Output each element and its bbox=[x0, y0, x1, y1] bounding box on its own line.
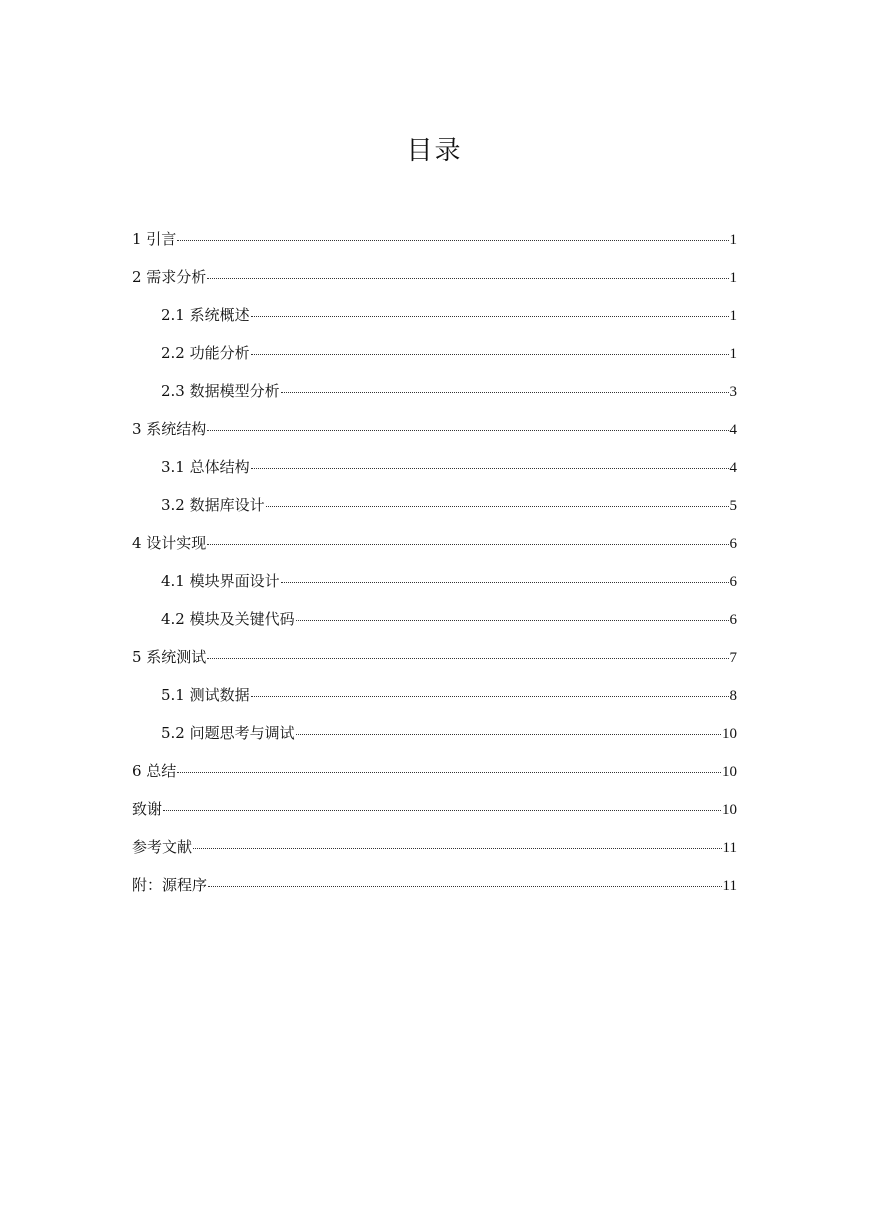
toc-entry-page-number: 1 bbox=[729, 308, 737, 324]
toc-dot-leader bbox=[281, 377, 729, 393]
toc-entry[interactable] bbox=[161, 455, 737, 479]
page-title: 目录 bbox=[406, 136, 463, 166]
toc-dot-leader bbox=[177, 225, 728, 241]
toc-entry[interactable] bbox=[161, 493, 737, 517]
toc-entry-label: 3 系统结构 bbox=[132, 420, 207, 438]
toc-entry[interactable] bbox=[132, 417, 737, 441]
toc-entry-label: 3.1 总体结构 bbox=[161, 458, 250, 476]
toc-entry-label: 3.2 数据库设计 bbox=[161, 496, 265, 514]
toc-entry-page-number: 10 bbox=[722, 802, 737, 818]
toc-dot-leader bbox=[207, 263, 728, 279]
toc-dot-leader bbox=[208, 871, 722, 887]
toc-entry-page-number: 6 bbox=[729, 536, 737, 552]
toc-entry-label: 附：源程序 bbox=[132, 876, 208, 894]
toc-dot-leader bbox=[193, 833, 722, 849]
toc-entry[interactable] bbox=[161, 379, 737, 403]
toc-entry-page-number: 5 bbox=[729, 498, 737, 514]
toc-entry-label: 2 需求分析 bbox=[132, 268, 207, 286]
toc-entry-label: 参考文献 bbox=[132, 838, 193, 856]
toc-entry[interactable] bbox=[161, 721, 737, 745]
toc-entry-label: 4.2 模块及关键代码 bbox=[161, 610, 295, 628]
toc-dot-leader bbox=[163, 795, 721, 811]
toc-entry-label: 2.2 功能分析 bbox=[161, 344, 250, 362]
toc-dot-leader bbox=[207, 643, 728, 659]
toc-entry-page-number: 1 bbox=[729, 270, 737, 286]
toc-entry-page-number: 3 bbox=[729, 384, 737, 400]
toc-dot-leader bbox=[251, 681, 729, 697]
toc-dot-leader bbox=[207, 529, 728, 545]
toc-dot-leader bbox=[296, 605, 729, 621]
toc-entry-label: 5.1 测试数据 bbox=[161, 686, 250, 704]
toc-entry-label: 2.1 系统概述 bbox=[161, 306, 250, 324]
toc-entry[interactable] bbox=[132, 759, 737, 783]
toc-entry[interactable] bbox=[161, 341, 737, 365]
toc-entry-label: 5 系统测试 bbox=[132, 648, 207, 666]
toc-entry-label: 4 设计实现 bbox=[132, 534, 207, 552]
toc-entry-page-number: 7 bbox=[729, 650, 737, 666]
toc-entry-page-number: 10 bbox=[722, 764, 737, 780]
toc-entry[interactable] bbox=[132, 227, 737, 251]
toc-entry-page-number: 6 bbox=[729, 612, 737, 628]
toc-entry-label: 2.3 数据模型分析 bbox=[161, 382, 280, 400]
toc-entry-page-number: 4 bbox=[729, 422, 737, 438]
toc-entry-page-number: 8 bbox=[729, 688, 737, 704]
toc-entry[interactable] bbox=[132, 531, 737, 555]
toc-entry-page-number: 11 bbox=[722, 840, 737, 856]
toc-entry-page-number: 6 bbox=[729, 574, 737, 590]
toc-entry[interactable] bbox=[132, 645, 737, 669]
toc-dot-leader bbox=[251, 453, 729, 469]
toc-entry-page-number: 1 bbox=[729, 346, 737, 362]
toc-entry-page-number: 11 bbox=[722, 878, 737, 894]
toc-entry[interactable] bbox=[132, 265, 737, 289]
toc-entry-page-number: 10 bbox=[722, 726, 737, 742]
toc-entry[interactable] bbox=[132, 797, 737, 821]
toc-dot-leader bbox=[281, 567, 729, 583]
toc-entry-label: 4.1 模块界面设计 bbox=[161, 572, 280, 590]
toc-entry[interactable] bbox=[132, 873, 737, 897]
toc-entry[interactable] bbox=[132, 835, 737, 859]
toc-entry[interactable] bbox=[161, 303, 737, 327]
toc-dot-leader bbox=[251, 339, 729, 355]
toc-entry-label: 6 总结 bbox=[132, 762, 177, 780]
toc-entry-label: 致谢 bbox=[132, 800, 163, 818]
toc-entry-page-number: 4 bbox=[729, 460, 737, 476]
toc-entry-label: 1 引言 bbox=[132, 230, 177, 248]
toc-dot-leader bbox=[296, 719, 721, 735]
toc-entry-page-number: 1 bbox=[729, 232, 737, 248]
toc-entry[interactable] bbox=[161, 607, 737, 631]
toc-dot-leader bbox=[207, 415, 728, 431]
toc-dot-leader bbox=[177, 757, 721, 773]
toc-dot-leader bbox=[251, 301, 729, 317]
toc-entry[interactable] bbox=[161, 569, 737, 593]
toc-dot-leader bbox=[266, 491, 729, 507]
toc-entry[interactable] bbox=[161, 683, 737, 707]
toc-entry-label: 5.2 问题思考与调试 bbox=[161, 724, 295, 742]
